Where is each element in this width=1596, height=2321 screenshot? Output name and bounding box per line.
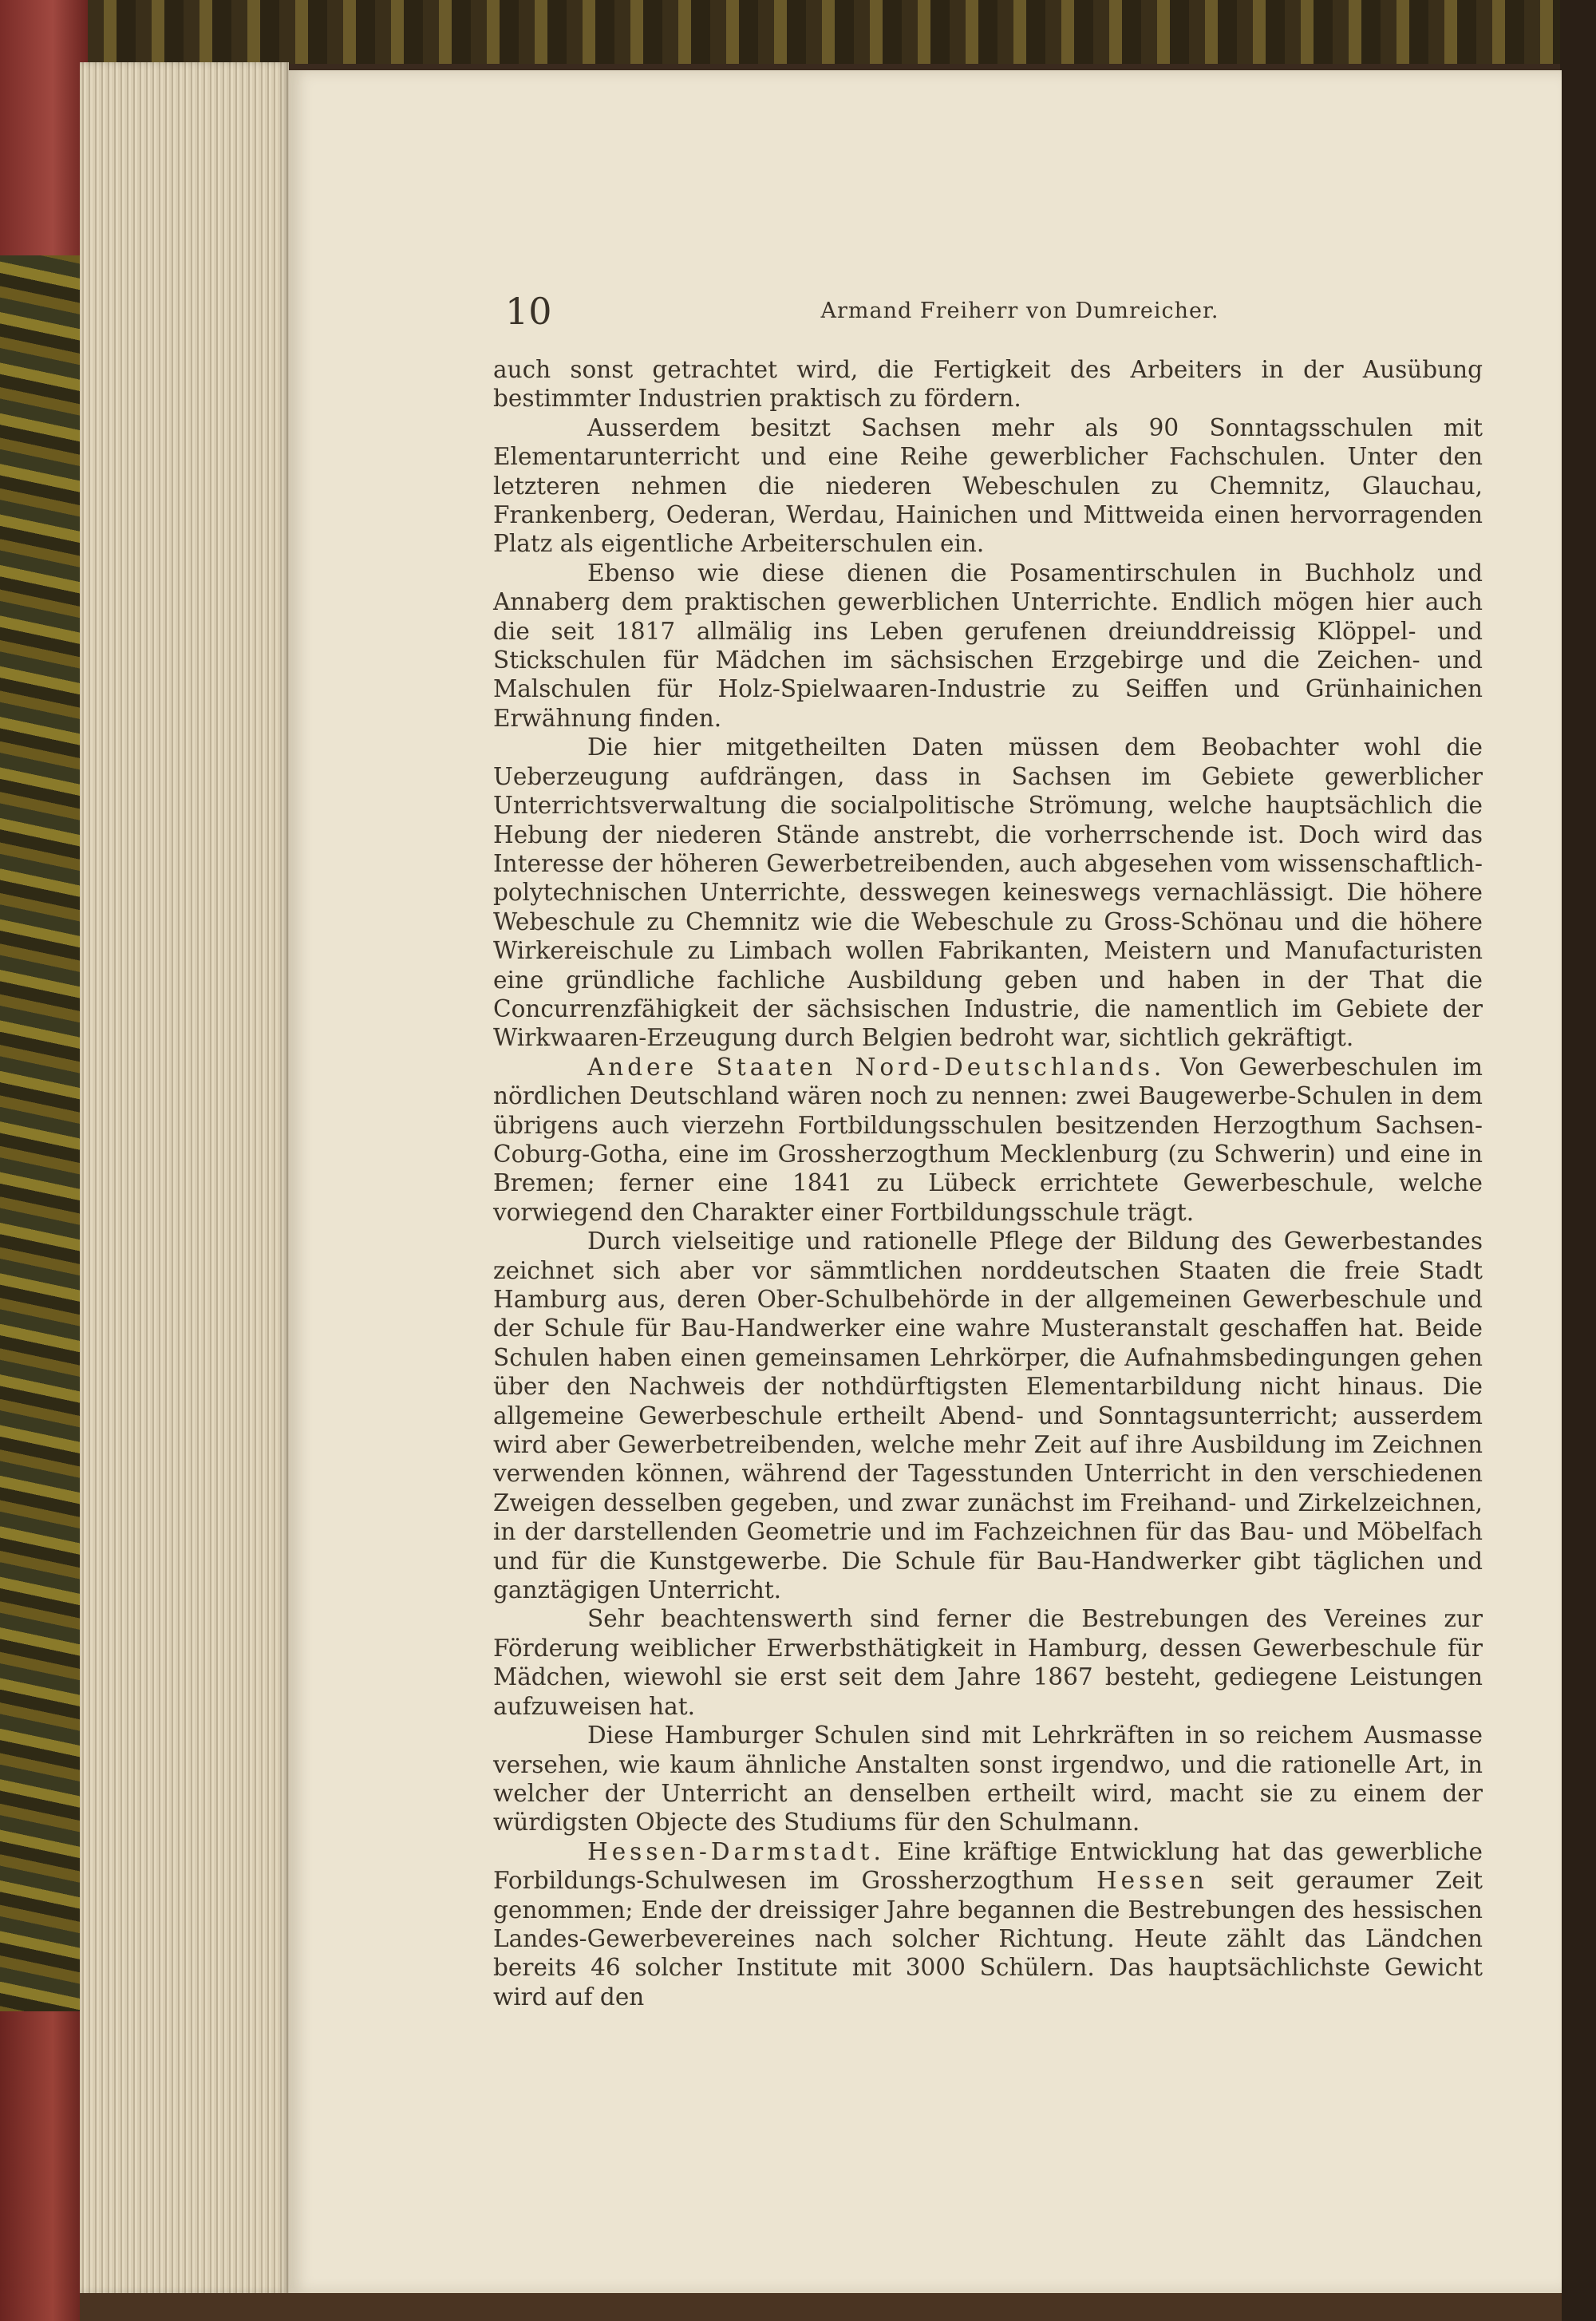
- paragraph-9-text-b: seit geraumer Zeit genommen; Ende der dreissiger Jahre begannen die Bestrebungen des hessischen Landes-Gewerbevereines nach solcher Richtung. Heute zählt das Ländchen bereits 46 solcher Institute mit 3000 Schülern. Das hauptsächlichste Gewicht wird auf den: [493, 1867, 1483, 2011]
- paragraph-4: Die hier mitgetheilten Daten müssen dem Beobachter wohl die Ueberzeugung aufdrängen, dass in Sachsen im Gebiete gewerblicher Unterrichtsverwaltung die socialpolitische Strömung, welche hauptsächlich die Hebung der niederen Stände anstrebt, die vorherrschende ist. Doch wird das Interesse der höheren Gewerbetreibenden, auch abgesehen vom wissenschaftlich-polytechnischen Unterrichte, desswegen keineswegs vernachlässigt. Die höhere Webeschule zu Chemnitz wie die Webeschule zu Gross-Schönau und die höhere Wirkereischule zu Limbach wollen Fabrikanten, Meistern und Manufacturisten eine gründliche fachliche Ausbildung geben und haben in der That die Concurrenzfähigkeit der sächsischen Industrie, die namentlich im Gebiete der Wirkwaaren-Erzeugung durch Belgien bedroht war, sichtlich gekräftigt.: [493, 733, 1483, 1052]
- body-text: [493, 355, 1483, 2011]
- paragraph-1: auch sonst getrachtet wird, die Fertigkeit des Arbeiters in der Ausübung bestimmter Industrien praktisch zu fördern.: [493, 356, 1483, 413]
- book-cover-left-leather-bottom: [0, 2011, 88, 2321]
- book-cover-left-leather-top: [0, 0, 88, 255]
- page-bottom-shadow: [80, 2293, 1562, 2321]
- running-title: Armand Freiherr von Dumreicher.: [820, 299, 1219, 323]
- paragraph-6: Durch vielseitige und rationelle Pflege der Bildung des Gewerbestandes zeichnet sich aber vor sämmtlichen norddeutschen Staaten die freie Stadt Hamburg aus, deren Ober-Schulbehörde in der allgemeinen Gewerbeschule und der Schule für Bau-Handwerker eine wahre Musteranstalt geschaffen hat. Beide Schulen haben einen gemeinsamen Lehrkörper, die Aufnahmsbedingungen gehen über den Nachweis der nothdürftigsten Elementarbildung nicht hinaus. Die allgemeine Gewerbeschule ertheilt Abend- und Sonntagsunterricht; ausserdem wird aber Gewerbetreibenden, welche mehr Zeit auf ihre Ausbildung im Zeichnen verwenden können, während der Tagesstunden Unterricht in den verschiedenen Zweigen desselben gegeben, und zwar zunächst im Freihand- und Zirkelzeichnen, in der darstellenden Geometrie und im Fachzeichnen für das Bau- und Möbelfach und für die Kunstgewerbe. Die Schule für Bau-Handwerker gibt täglichen und ganztägigen Unterricht.: [493, 1228, 1483, 1604]
- paragraph-9: [493, 1837, 1483, 2011]
- paragraph-5-text: Von Gewerbeschulen im nördlichen Deutschland wären noch zu nennen: zwei Baugewerbe-Schulen in dem übrigens auch vierzehn Fortbildungsschulen besitzenden Herzogthum Sachsen-Coburg-Gotha, eine im Grossherzogthum Mecklenburg (zu Schwerin) und eine in Bremen; ferner eine 1841 zu Lübeck errichtete Gewerbeschule, welche vorwiegend den Charakter einer Fortbildungsschule trägt.: [493, 1053, 1483, 1226]
- book-top-edge: [88, 0, 1596, 64]
- paragraph-2: Ausserdem besitzt Sachsen mehr als 90 Sonntagsschulen mit Elementarunterricht und eine Reihe gewerblicher Fachschulen. Unter den letzteren nehmen die niederen Webeschulen zu Chemnitz, Glauchau, Frankenberg, Oederan, Werdau, Hainichen und Mittweida einen hervorragenden Platz als eigentliche Arbeiterschulen ein.: [493, 413, 1483, 558]
- book-right-edge: [1560, 0, 1596, 2321]
- hessen-emphasis: Hessen: [1096, 1867, 1208, 1895]
- section-heading-hessen-darmstadt: Hessen-Darmstadt.: [587, 1837, 885, 1865]
- section-heading-nord-deutschland: Andere Staaten Nord-Deutschlands.: [587, 1053, 1166, 1081]
- paragraph-7: Sehr beachtenswerth sind ferner die Bestrebungen des Vereines zur Förderung weiblicher Erwerbsthätigkeit in Hamburg, dessen Gewerbeschule für Mädchen, wiewohl sie erst seit dem Jahre 1867 besteht, gediegene Leistungen aufzuweisen hat.: [493, 1605, 1483, 1720]
- page-header: [505, 287, 1487, 335]
- page-number: 10: [505, 290, 552, 333]
- paragraph-3: Ebenso wie diese dienen die Posamentirschulen in Buchholz und Annaberg dem praktischen gewerblichen Unterrichte. Endlich mögen hier auch die seit 1817 allmälig ins Leben gerufenen dreiunddreissig Klöppel- und Stickschulen für Mädchen im sächsischen Erzgebirge und die Zeichen- und Malschulen für Holz-Spielwaaren-Industrie zu Seiffen und Grünhainichen Erwähnung finden.: [493, 559, 1483, 732]
- page-stack-edges: [80, 62, 289, 2293]
- paragraph-9-text-a: Eine kräftige Entwicklung hat das gewerbliche Forbildungs-Schulwesen im Grossherzogthum: [493, 1837, 1483, 1895]
- paragraph-8: Diese Hamburger Schulen sind mit Lehrkräften in so reichem Ausmasse versehen, wie kaum ähnliche Anstalten sonst irgendwo, und die rationelle Art, in welcher der Unterricht an denselben ertheilt wird, macht sie zu einem der würdigsten Objecte des Studiums für den Schulmann.: [493, 1722, 1483, 1837]
- paragraph-5: [493, 1053, 1483, 1227]
- book-cover-left-marbled: [0, 0, 88, 2321]
